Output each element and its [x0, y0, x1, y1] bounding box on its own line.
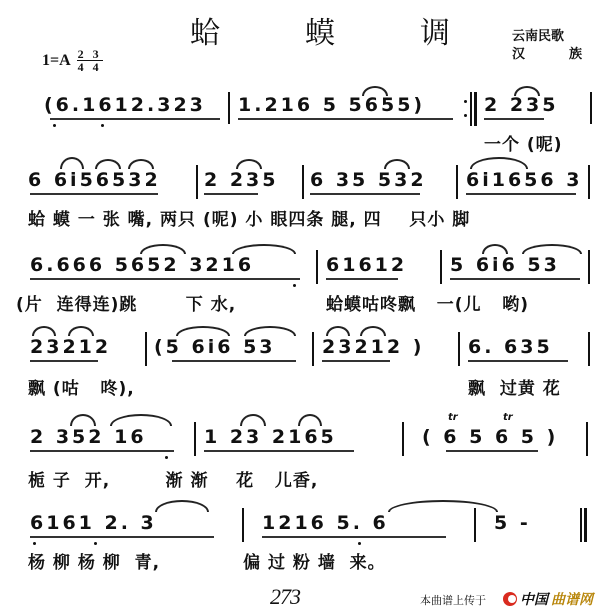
- measure-notes: 6i1656 3: [466, 169, 583, 191]
- beam-underline: [30, 193, 158, 195]
- measure-notes: ( 6 5 6 5 ): [422, 426, 559, 448]
- measure-notes: 23212: [30, 336, 112, 358]
- origin-ethnicity: [512, 46, 582, 64]
- final-barline: [580, 508, 582, 542]
- barline: [456, 165, 458, 199]
- beam-underline: [204, 450, 354, 452]
- lyrics: 飘 过黄 花: [468, 379, 561, 399]
- measure-notes: 1 23 2165: [204, 426, 337, 448]
- lyrics: 蛤 蟆 一 张 嘴, 两只 (呢) 小 眼四条 腿, 四 只小 脚: [28, 210, 471, 230]
- slur: [70, 414, 96, 426]
- lyrics: 蛤蟆咕咚飘 一(儿 哟): [326, 295, 530, 315]
- slur: [522, 244, 582, 254]
- barline: [194, 422, 196, 456]
- slur: [388, 500, 498, 512]
- barline: [312, 332, 314, 366]
- measure-notes: 61612: [326, 254, 408, 276]
- title-char-1: 蛤: [190, 16, 220, 51]
- final-barline-thick: [584, 508, 587, 542]
- measure-notes: 2 235: [484, 94, 559, 116]
- lyrics: 飘 (咕 咚),: [28, 379, 135, 399]
- beam-underline: [30, 360, 98, 362]
- low-octave-dot: [53, 124, 56, 127]
- measure-notes: 2 352 16: [30, 426, 147, 448]
- slur: [140, 244, 186, 254]
- slur: [360, 326, 386, 336]
- beam-underline: [466, 193, 576, 195]
- lyrics: (片 连得连)跳 下 水,: [16, 295, 237, 315]
- low-octave-dot: [293, 284, 296, 287]
- time-sig-denominator: 4 4: [77, 60, 102, 74]
- beam-underline: [468, 360, 568, 362]
- low-octave-dot: [101, 124, 104, 127]
- key-label: 1=A: [42, 51, 71, 69]
- lyrics: 一个 (呢): [484, 135, 563, 155]
- beam-underline: [30, 536, 214, 538]
- beam-underline: [30, 278, 300, 280]
- beam-underline: [50, 118, 220, 120]
- measure-notes: 6 35 532: [310, 169, 427, 191]
- slur: [155, 500, 209, 512]
- slur: [514, 86, 540, 96]
- song-origin: [512, 28, 582, 64]
- measure-notes: 1216 5. 6: [262, 512, 389, 534]
- slur: [110, 414, 172, 426]
- slur: [176, 326, 230, 336]
- logo-icon: [503, 592, 517, 606]
- barline: [145, 332, 147, 366]
- site-name-b: 曲谱网: [551, 592, 593, 608]
- lyrics: 栀 子 开, 渐 渐 花 儿香,: [28, 471, 319, 491]
- slur: [470, 157, 528, 169]
- barline: [316, 250, 318, 284]
- trill-mark: tr: [448, 412, 458, 423]
- title-char-2: 蟆: [305, 16, 335, 51]
- measure-notes: 6 6i56532: [28, 169, 161, 191]
- origin-region: 云南民歌: [512, 29, 565, 44]
- beam-underline: [326, 278, 398, 280]
- beam-underline: [204, 193, 258, 195]
- time-signature: [77, 48, 103, 73]
- measure-notes: 1.216 5 5655): [238, 94, 426, 116]
- slur: [128, 159, 154, 169]
- slur: [240, 414, 266, 426]
- slur: [95, 159, 121, 169]
- beam-underline: [172, 360, 296, 362]
- ethnicity-char-1: 汉: [512, 47, 526, 62]
- barline: [228, 92, 230, 124]
- slur: [326, 326, 350, 336]
- upload-notice: 本曲谱上传于: [420, 594, 486, 607]
- slur: [482, 244, 508, 254]
- low-octave-dot: [94, 542, 97, 545]
- measure-notes: 2 235: [204, 169, 279, 191]
- measure-notes: 5 6i6 53: [450, 254, 560, 276]
- low-octave-dot: [33, 542, 36, 545]
- beam-underline: [322, 360, 390, 362]
- page-number: 273: [270, 584, 300, 609]
- repeat-barline-thick: [474, 92, 477, 126]
- slur: [32, 326, 56, 336]
- site-name-a: 中国: [520, 592, 548, 608]
- beam-underline: [310, 193, 420, 195]
- barline: [588, 332, 590, 366]
- barline: [458, 332, 460, 366]
- slur: [362, 86, 388, 96]
- slur: [232, 244, 296, 254]
- beam-underline: [30, 450, 174, 452]
- barline: [588, 250, 590, 284]
- slur: [244, 326, 296, 336]
- barline: [474, 508, 476, 542]
- measure-notes: 5 -: [494, 512, 531, 534]
- beam-underline: [238, 118, 453, 120]
- lyrics: 杨 柳 杨 柳 青, 偏 过 粉 墙 来。: [28, 553, 386, 573]
- beam-underline: [450, 278, 580, 280]
- measure-notes: (5 6i6 53: [154, 336, 276, 358]
- repeat-barline: [470, 92, 472, 126]
- measure-notes: (6.1612.323: [44, 94, 206, 116]
- slur: [60, 157, 84, 169]
- beam-underline: [484, 118, 544, 120]
- title-char-3: 调: [420, 16, 450, 51]
- barline: [590, 92, 592, 124]
- site-logo[interactable]: [503, 589, 593, 609]
- slur: [236, 159, 262, 169]
- slur: [384, 159, 410, 169]
- repeat-dot: [464, 114, 467, 117]
- barline: [242, 508, 244, 542]
- measure-notes: 23212 ): [322, 336, 425, 358]
- beam-underline: [446, 450, 538, 452]
- measure-notes: 6161 2. 3: [30, 512, 157, 534]
- slur: [298, 414, 322, 426]
- trill-mark: tr: [503, 412, 513, 423]
- barline: [302, 165, 304, 199]
- key-signature: [42, 48, 103, 73]
- slur: [68, 326, 94, 336]
- barline: [440, 250, 442, 284]
- beam-underline: [262, 536, 446, 538]
- ethnicity-char-2: 族: [568, 47, 582, 62]
- song-title: [190, 8, 450, 52]
- repeat-dot: [464, 100, 467, 103]
- barline: [586, 422, 588, 456]
- barline: [588, 165, 590, 199]
- barline: [402, 422, 404, 456]
- low-octave-dot: [165, 456, 168, 459]
- low-octave-dot: [358, 542, 361, 545]
- barline: [196, 165, 198, 199]
- measure-notes: 6. 635: [468, 336, 553, 358]
- measure-notes: 6.666 5652 3216: [30, 254, 255, 276]
- time-sig-numerator: 2 3: [77, 47, 102, 61]
